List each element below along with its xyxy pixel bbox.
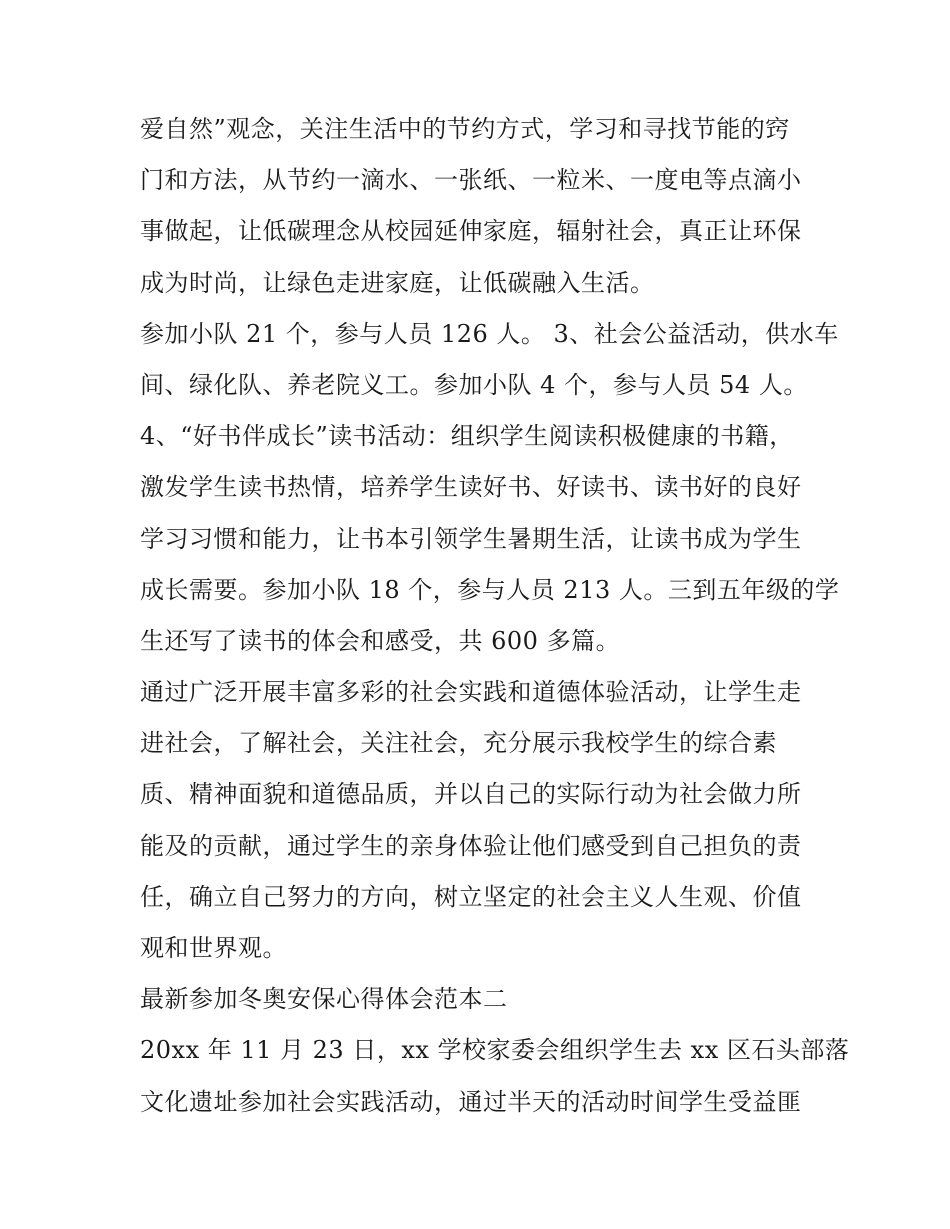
- text-line: 通过广泛开展丰富多彩的社会实践和道德体验活动，让学生走: [140, 678, 802, 707]
- text-line: 间、绿化队、养老院义工。参加小队 4 个，参与人员 54 人。: [140, 370, 808, 399]
- text-line: 能及的贡献，通过学生的亲身体验让他们感受到自己担负的责: [140, 831, 802, 860]
- text-line: 观和世界观。: [140, 934, 287, 962]
- text-line: 激发学生读书热情，培养学生读好书、好读书、读书好的良好: [140, 473, 802, 502]
- text-line: 进社会，了解社会，关注社会，充分展示我校学生的综合素: [140, 729, 777, 758]
- text-line: 文化遗址参加社会实践活动，通过半天的活动时间学生受益匪: [140, 1087, 802, 1116]
- text-line: 20xx 年 11 月 23 日，xx 学校家委会组织学生去 xx 区石头部落: [140, 1036, 850, 1065]
- text-line: 事做起，让低碳理念从校园延伸家庭，辐射社会，真正让环保: [140, 217, 802, 246]
- text-line: 质、精神面貌和道德品质，并以自己的实际行动为社会做力所: [140, 780, 802, 809]
- text-line: 生还写了读书的体会和感受，共 600 多篇。: [140, 626, 621, 655]
- text-line: 成为时尚，让绿色走进家庭，让低碳融入生活。: [140, 268, 655, 297]
- text-line: 成长需要。参加小队 18 个，参与人员 213 人。三到五年级的学: [140, 575, 840, 604]
- text-line: 参加小队 21 个，参与人员 126 人。 3、社会公益活动，供水车: [140, 319, 839, 348]
- text-line: 门和方法，从节约一滴水、一张纸、一粒米、一度电等点滴小: [140, 166, 802, 195]
- text-line: 4、“好书伴成长”读书活动：组织学生阅读积极健康的书籍，: [140, 422, 794, 451]
- text-line: 爱自然”观念，关注生活中的节约方式，学习和寻找节能的窍: [140, 115, 790, 143]
- text-line: 任，确立自己努力的方向，树立坚定的社会主义人生观、价值: [140, 882, 802, 911]
- document-body: [140, 104, 850, 1128]
- section-heading: 最新参加冬奥安保心得体会范本二: [140, 985, 508, 1014]
- text-line: 学习习惯和能力，让书本引领学生暑期生活，让读书成为学生: [140, 524, 802, 553]
